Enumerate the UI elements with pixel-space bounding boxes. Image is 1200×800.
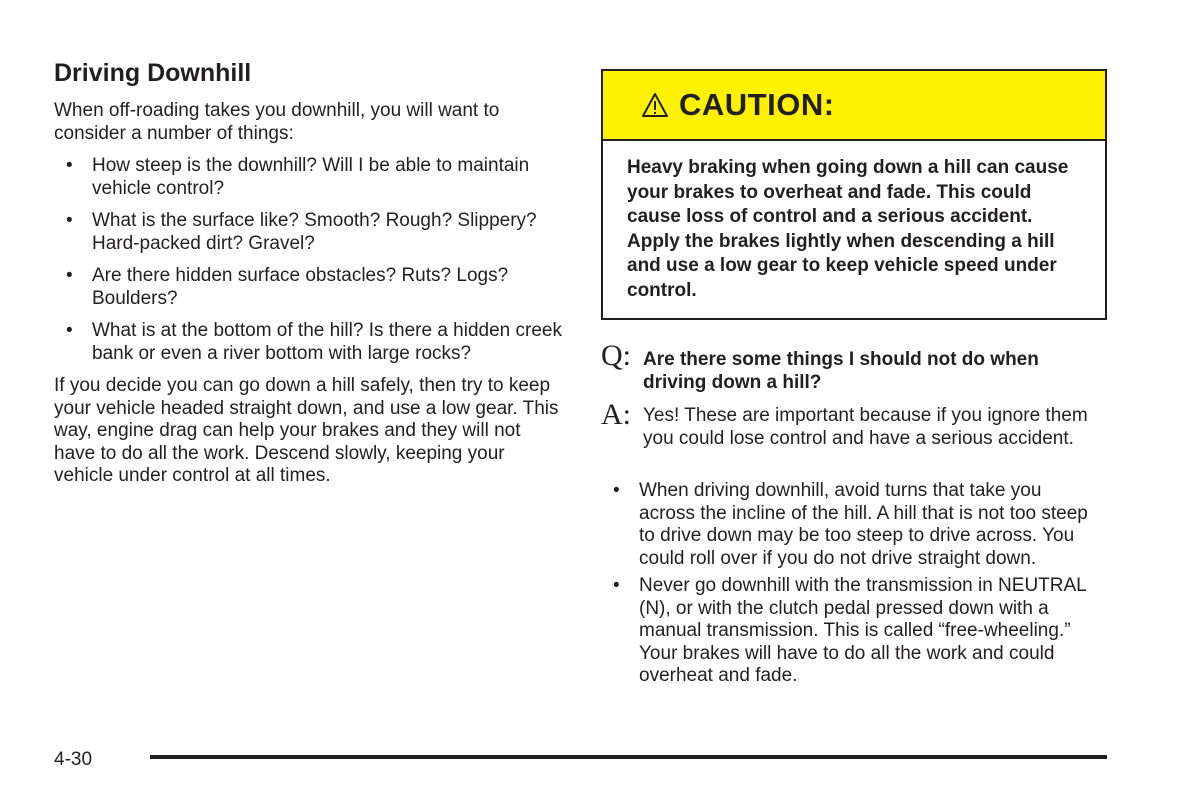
section-heading: Driving Downhill	[54, 59, 252, 87]
answer-text: Yes! These are important because if you ignore them you could lose control and have a serious accident.	[643, 405, 1088, 449]
list-item-text: How steep is the downhill? Will I be able to maintain vehicle control?	[92, 155, 530, 199]
question-block	[601, 341, 1101, 394]
list-item-text: Are there hidden surface obstacles? Ruts? Logs? Boulders?	[92, 265, 509, 309]
bullet-icon: •	[613, 480, 620, 501]
list-item	[54, 155, 564, 200]
considerations-list	[54, 155, 564, 365]
list-item	[601, 480, 1101, 570]
caution-box	[601, 69, 1107, 320]
question-text: Are there some things I should not do when driving down a hill?	[643, 349, 1039, 393]
warning-triangle-icon	[641, 91, 669, 119]
question-label: Q:	[601, 339, 631, 372]
bullet-icon: •	[66, 155, 73, 176]
left-column	[54, 100, 564, 488]
list-item-text: When driving downhill, avoid turns that take you across the incline of the hill. A hill that is not too steep to drive down may be too steep to drive across. You could roll over if you do not drive straight down.	[639, 480, 1088, 569]
caution-title: CAUTION:	[679, 87, 835, 122]
list-item	[601, 575, 1101, 688]
list-item	[54, 265, 564, 310]
bullet-icon: •	[66, 210, 73, 231]
list-item	[54, 320, 564, 365]
bullet-icon: •	[66, 265, 73, 286]
answer-block	[601, 400, 1101, 450]
footer-rule	[150, 755, 1107, 759]
bullet-icon: •	[613, 575, 620, 596]
caution-header	[603, 71, 1105, 141]
page-number: 4-30	[54, 749, 93, 770]
closing-paragraph: If you decide you can go down a hill safely, then try to keep your vehicle headed straight down, and use a low gear. This way, engine drag can help your brakes and they will not have to do all the work. Descend slowly, keeping your vehicle under control at all times.	[54, 375, 559, 486]
caution-text: Heavy braking when going down a hill can cause your brakes to overheat and fade. This could cause loss of control and a serious accident. Apply the brakes lightly when descending a hill and use a low gear to keep vehicle speed under control.	[627, 157, 1069, 301]
list-item	[54, 210, 564, 255]
list-item-text: What is at the bottom of the hill? Is there a hidden creek bank or even a river bottom with large rocks?	[92, 320, 562, 364]
answer-label: A:	[601, 398, 631, 431]
downhill-rules-list	[601, 480, 1101, 693]
list-item-text: What is the surface like? Smooth? Rough? Slippery? Hard-packed dirt? Gravel?	[92, 210, 537, 254]
intro-paragraph: When off-roading takes you downhill, you will want to consider a number of things:	[54, 100, 500, 144]
list-item-text: Never go downhill with the transmission in NEUTRAL (N), or with the clutch pedal pressed down with a manual transmission. This is called “free-wheeling.” Your brakes will have to do all the work and could overheat and fade.	[639, 575, 1087, 686]
bullet-icon: •	[66, 320, 73, 341]
